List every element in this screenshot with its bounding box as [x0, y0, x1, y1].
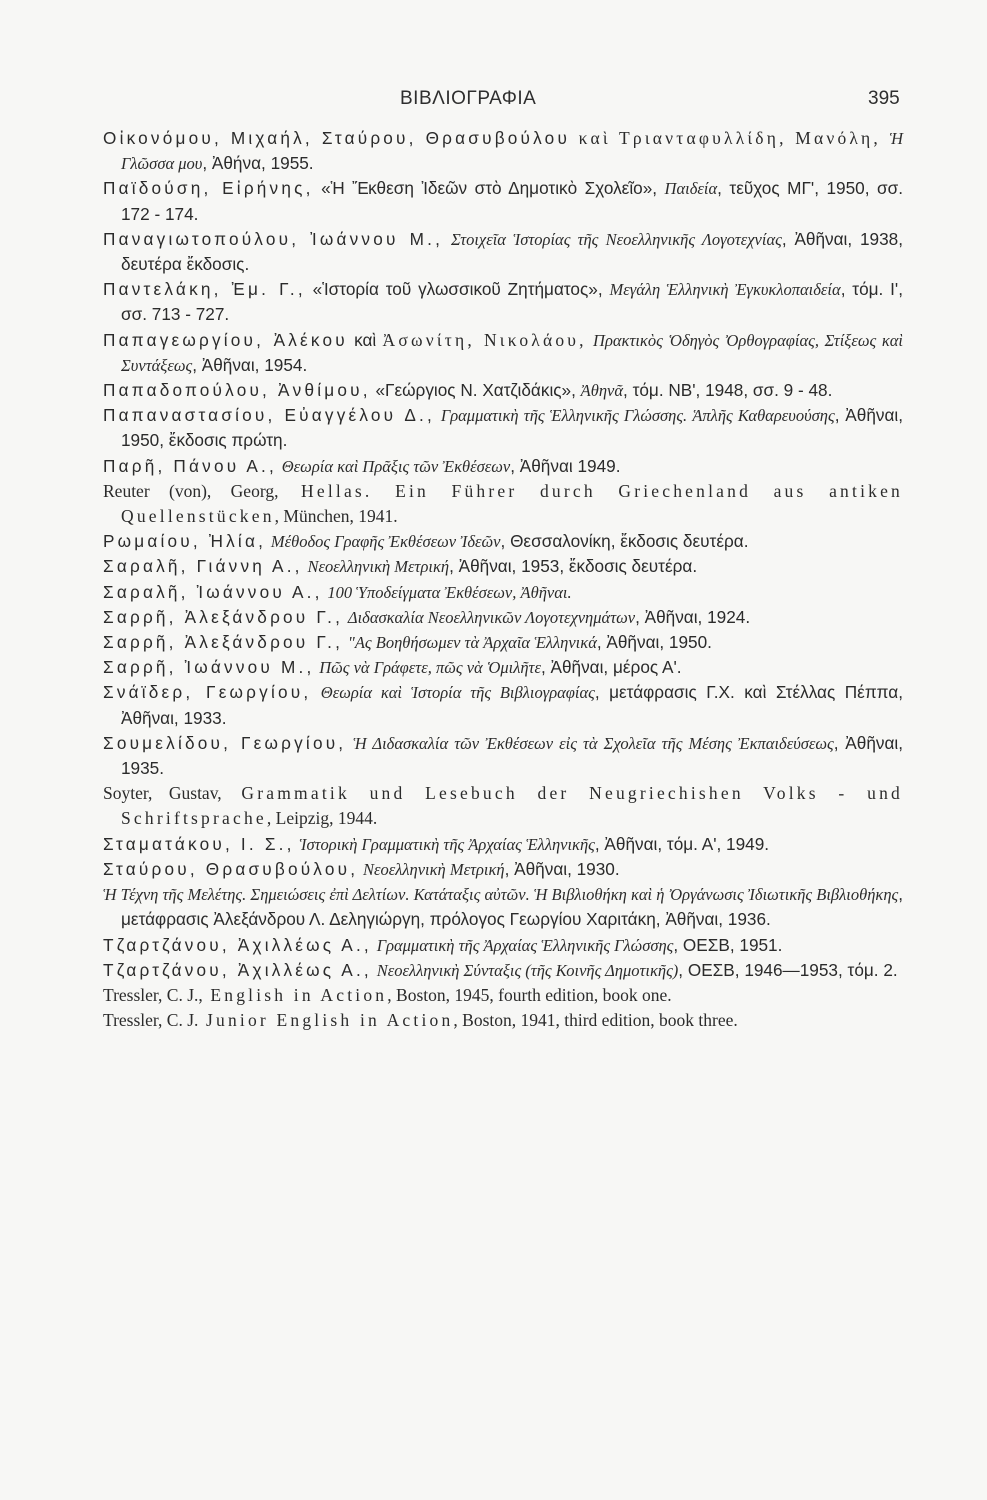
entry-title: Διδασκαλία Νεοελληνικῶν Λογοτεχνημάτων	[347, 607, 636, 627]
entry-text: , Ἀθῆναι, μέρος Α'.	[540, 657, 682, 678]
bibliography-entry	[103, 983, 903, 1008]
entry-text	[443, 229, 451, 249]
entry-author: Τζαρτζάνου, Ἀχιλλέως Α.,	[103, 934, 372, 955]
entry-author: Σαρρῆ, Ἀλεξάνδρου Γ.,	[103, 606, 344, 627]
entry-text: , Ἀθῆναι, 1930.	[504, 858, 620, 879]
entry-title: Θεωρία καὶ Πρᾶξις τῶν Ἐκθέσεων	[281, 456, 511, 476]
entry-author: Παντελάκη, Ἐμ. Γ.,	[103, 279, 306, 300]
entry-author: Σαρρῆ, Ἰωάννου Μ.,	[103, 657, 315, 678]
bibliography-entry	[103, 832, 903, 857]
entry-author: Σαραλῆ, Ἰωάννου Α.,	[103, 581, 323, 602]
entry-text: «Ἡ Ἔκθεση Ἰδεῶν στὸ Δημοτικὸ Σχολεῖο»,	[313, 178, 665, 199]
entry-text: , ΟΕΣΒ, 1946—1953, τόμ. 2.	[678, 959, 898, 980]
bibliography-entry	[103, 731, 903, 781]
entry-title: Μεγάλη Ἑλληνικὴ Ἐγκυκλοπαιδεία	[609, 280, 841, 300]
entry-text: καὶ	[347, 329, 383, 350]
entry-text: , ΟΕΣΒ, 1951.	[673, 934, 783, 955]
entry-text: , München, 1941.	[274, 506, 398, 527]
bibliography-entry	[103, 277, 903, 327]
entry-title: Νεοελληνικὴ Σύνταξις (τῆς Κοινῆς Δημοτικῆς)	[376, 960, 679, 980]
page-number: 395	[868, 88, 900, 109]
bibliography-entry	[103, 680, 903, 730]
bibliography-entry	[103, 328, 903, 378]
bibliography-entry	[103, 176, 903, 226]
entry-title: Μέθοδος Γραφῆς Ἐκθέσεων Ἰδεῶν	[270, 532, 501, 552]
entry-author: Ρωμαίου, Ἠλία,	[103, 531, 267, 552]
entry-title: Ἡ Γλῶσσα μου	[121, 129, 903, 174]
entry-title: Ἡ Τέχνη τῆς Μελέτης. Σημειώσεις ἐπὶ Δελτίων. Κατάταξις αὐτῶν. Ἡ Βιβλιοθήκη καὶ ἡ Ὀργάνωσις Ἰδιωτικῆς Βιβλιοθήκης	[103, 885, 899, 905]
entry-author: Παναγιωτοπούλου, Ἰωάννου Μ.,	[103, 228, 444, 249]
entry-author: Σνάϊδερ, Γεωργίου,	[103, 682, 312, 703]
entry-text: Hellas. Ein Führer durch Griechenland aus antiken Quellenstücken	[121, 480, 903, 527]
bibliography-entry	[103, 882, 903, 932]
bibliography-entry	[103, 479, 903, 529]
bibliography-entry	[103, 781, 903, 831]
entry-title: Στοιχεῖα Ἱστορίας τῆς Νεοελληνικῆς Λογοτεχνίας	[450, 229, 782, 249]
entry-text: καὶ Τριανταφυλλίδη, Μανόλη,	[570, 128, 890, 148]
entry-text: , Ἀθήνα, 1955.	[202, 153, 314, 174]
entry-author: Reuter (von), Georg,	[103, 480, 279, 501]
entry-author: Σουμελίδου, Γεωργίου,	[103, 732, 347, 753]
entry-author: Παπαδοπούλου, Ἀνθίμου,	[103, 380, 371, 401]
entry-author: Παπαγεωργίου, Ἀλέκου	[103, 329, 348, 350]
entry-text: , τόμ. Ι', σσ. 713 - 727.	[121, 279, 903, 325]
entry-title: "Ας Βοηθήσωμεν τὰ Ἀρχαῖα Ἑλληνικά	[347, 633, 597, 653]
bibliography-list	[103, 126, 903, 1033]
bibliography-entry	[103, 227, 903, 277]
entry-title: Ἡ Διδασκαλία τῶν Ἐκθέσεων εἰς τὰ Σχολεῖα τῆς Μέσης Ἐκπαιδεύσεως	[353, 733, 834, 753]
entry-text: , Leipzig, 1944.	[266, 808, 378, 829]
entry-text: English in Action	[202, 984, 388, 1005]
entry-text: , Ἀθῆναι, τόμ. Α', 1949.	[594, 833, 770, 854]
entry-text: , Ἀθῆναι, 1924.	[635, 606, 751, 627]
bibliography-entry	[103, 378, 903, 403]
entry-author: Σταματάκου, Ι. Σ.,	[103, 833, 295, 854]
entry-author: Παπαναστασίου, Εὐαγγέλου Δ.,	[103, 405, 435, 426]
entry-text: , Θεσσαλονίκη, ἔκδοσις δευτέρα.	[500, 531, 749, 552]
entry-text: , τόμ. ΝΒ', 1948, σσ. 9 - 48.	[623, 380, 833, 401]
entry-author: Σαρρῆ, Ἀλεξάνδρου Γ.,	[103, 632, 344, 653]
entry-text: Ἀσωνίτη, Νικολάου,	[382, 329, 587, 350]
entry-text: , Ἀθῆναι, 1935.	[121, 732, 904, 779]
entry-text: , Ἀθῆναι, 1950.	[596, 632, 712, 653]
entry-title: Πρακτικὸς Ὁδηγὸς Ὀρθογραφίας, Στίξεως καὶ Συντάξεως	[121, 330, 903, 375]
entry-text: , Boston, 1941, third edition, book three.	[453, 1010, 738, 1031]
entry-title: 100 Ὑποδείγματα Ἐκθέσεων, Ἀθῆναι.	[327, 582, 572, 602]
bibliography-entry	[103, 126, 903, 176]
entry-author: Οἰκονόμου, Μιχαήλ, Σταύρου, Θρασυβούλου	[103, 128, 571, 148]
entry-author: Tressler, C. J.,	[103, 984, 203, 1005]
entry-author: Tressler, C. J.	[103, 1010, 199, 1031]
running-head: ΒΙΒΛΙΟΓΡΑΦΙΑ	[400, 88, 537, 109]
entry-title: Νεοελληνικὴ Μετρική	[362, 859, 505, 879]
entry-title: Γραμματικὴ τῆς Ἀρχαίας Ἑλληνικῆς Γλώσσης	[376, 935, 674, 955]
bibliography-entry	[103, 857, 903, 882]
bibliography-entry	[103, 605, 903, 630]
entry-title: Θεωρία καὶ Ἱστορία τῆς Βιβλιογραφίας	[320, 683, 595, 703]
entry-text: , τεῦχος ΜΓ', 1950, σσ. 172 - 174.	[121, 178, 903, 224]
entry-text: , Ἀθῆναι, 1953, ἔκδοσις δευτέρα.	[449, 556, 698, 577]
entry-title: Γραμματικὴ τῆς Ἑλληνικῆς Γλώσσης. Ἁπλῆς Καθαρευούσης	[440, 406, 835, 426]
entry-title: Νεοελληνικὴ Μετρική	[307, 557, 450, 577]
entry-title: Πῶς νὰ Γράφετε, πῶς νὰ Ὁμιλῆτε	[319, 658, 541, 678]
bibliography-entry	[103, 933, 903, 958]
entry-title: Ἀθηνᾶ	[580, 381, 624, 401]
entry-title: Παιδεία	[664, 179, 718, 199]
entry-text	[311, 682, 320, 702]
entry-text: , μετάφρασις Ἀλεξάνδρου Λ. Δεληγιώργη, πρόλογος Γεωργίου Χαριτάκη, Ἀθῆναι, 1936.	[121, 884, 903, 930]
bibliography-entry	[103, 655, 903, 680]
entry-author: Σταύρου, Θρασυβούλου,	[103, 858, 359, 879]
entry-text: , Ἀθῆναι, 1938, δευτέρα ἔκδοσις.	[121, 228, 904, 275]
entry-author: Παϊδούση, Εἰρήνης,	[103, 178, 314, 199]
entry-title: Ἱστορικὴ Γραμματικὴ τῆς Ἀρχαίας Ἑλληνικῆς	[299, 834, 595, 854]
bibliography-entry	[103, 630, 903, 655]
entry-author: Soyter, Gustav,	[103, 783, 222, 804]
bibliography-entry	[103, 1008, 903, 1033]
entry-author: Τζαρτζάνου, Ἀχιλλέως Α.,	[103, 959, 372, 980]
bibliography-entry	[103, 554, 903, 579]
page-header	[0, 88, 987, 118]
entry-text: «Ἱστορία τοῦ γλωσσικοῦ Ζητήματος»,	[305, 279, 610, 300]
entry-text: , Ἀθῆναι 1949.	[510, 455, 621, 476]
bibliography-entry	[103, 580, 903, 605]
entry-text: Junior English in Action	[198, 1010, 454, 1031]
entry-text: Grammatik und Lesebuch der Neugriechishen Volks - und Schriftsprache	[121, 783, 903, 829]
bibliography-entry	[103, 454, 903, 479]
bibliography-entry	[103, 529, 903, 554]
bibliography-entry	[103, 403, 903, 453]
entry-text: , Ἀθῆναι, 1954.	[192, 354, 308, 375]
entry-text: , μετάφρασις Γ.Χ. καὶ Στέλλας Πέππα, Ἀθῆναι, 1933.	[121, 682, 904, 728]
bibliography-entry	[103, 958, 903, 983]
entry-text: , Ἀθῆναι, 1950, ἔκδοσις πρώτη.	[121, 405, 904, 451]
entry-author: Παρῆ, Πάνου Α.,	[103, 455, 277, 476]
entry-text: «Γεώργιος Ν. Χατζιδάκις»,	[370, 380, 581, 401]
entry-text: , Boston, 1945, fourth edition, book one.	[387, 984, 672, 1005]
entry-author: Σαραλῆ, Γιάννη Α.,	[103, 556, 303, 577]
